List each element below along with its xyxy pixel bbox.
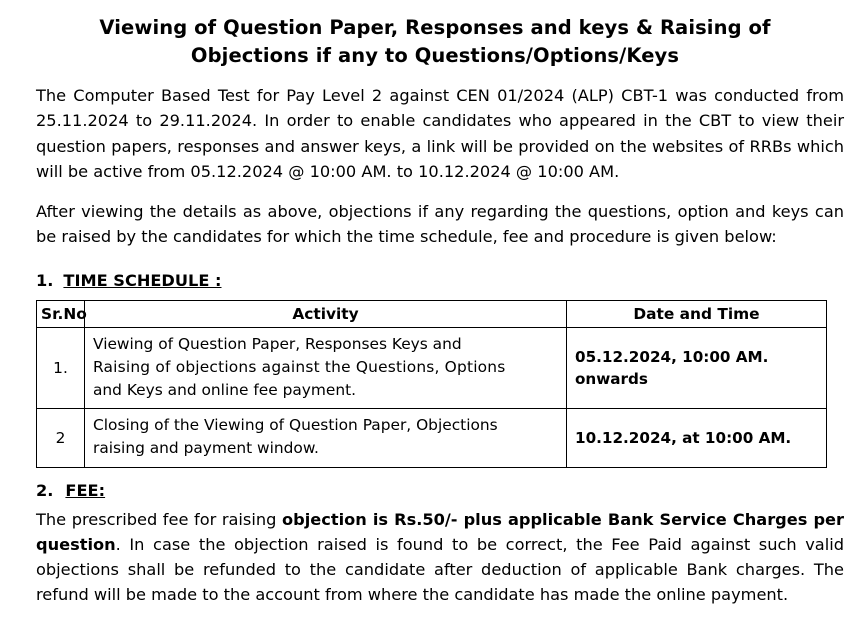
- fee-text-prefix: The prescribed fee for raising: [36, 509, 282, 529]
- cell-srno: 2: [37, 409, 85, 467]
- cell-date-time: 05.12.2024, 10:00 AM. onwards: [567, 328, 827, 409]
- cell-date-time: 10.12.2024, at 10:00 AM.: [567, 409, 827, 467]
- section-heading-time-schedule: [36, 271, 852, 290]
- activity-line: Closing of the Viewing of Question Paper, Objections: [93, 416, 498, 435]
- column-header-srno: Sr.No: [37, 301, 85, 328]
- section-heading-fee: [36, 481, 852, 500]
- activity-line: and Keys and online fee payment.: [93, 381, 357, 400]
- page-title: [36, 14, 834, 69]
- table-row: [37, 409, 827, 467]
- activity-line: Raising of objections against the Questions, Options: [93, 358, 506, 377]
- section-label: FEE:: [65, 480, 106, 500]
- column-header-activity: Activity: [85, 301, 567, 328]
- page-title-line-1: Viewing of Question Paper, Responses and keys & Raising of: [99, 16, 771, 39]
- fee-text-suffix: . In case the objection raised is found to be correct, the Fee Paid against such valid objections shall be refunded to the candidate after deduction of applicable Bank charges. The refund will be made to the account from where the candidate has made the online payment.: [36, 534, 844, 604]
- cell-activity: [85, 409, 567, 467]
- activity-line: Viewing of Question Paper, Responses Keys and: [93, 335, 462, 354]
- page-title-line-2: Objections if any to Questions/Options/Keys: [190, 43, 680, 67]
- table-header-row: [37, 301, 827, 328]
- fee-paragraph: [36, 507, 844, 607]
- section-number: 1.: [36, 271, 54, 291]
- fee-text-highlight: objection is Rs.50/- plus applicable Bank Service Charges per question: [36, 509, 845, 554]
- column-header-date-time: Date and Time: [567, 301, 827, 328]
- section-label: TIME SCHEDULE :: [63, 271, 222, 291]
- intro-paragraph: The Computer Based Test for Pay Level 2 against CEN 01/2024 (ALP) CBT-1 was conducted from 25.11.2024 to 29.11.2024. In order to enable candidates who appeared in the CBT to view their question papers, responses and answer keys, a link will be provided on the websites of RRBs which will be active from 05.12.2024 @ 10:00 AM. to 10.12.2024 @ 10:00 AM.: [36, 86, 844, 181]
- time-schedule-table: [36, 300, 827, 468]
- cell-activity: [85, 328, 567, 409]
- section-number: 2.: [36, 480, 54, 500]
- objections-paragraph: After viewing the details as above, objections if any regarding the questions, option and keys can be raised by the candidates for which the time schedule, fee and procedure is given below:: [36, 201, 844, 246]
- activity-line: raising and payment window.: [93, 439, 319, 458]
- cell-srno: 1.: [37, 328, 85, 409]
- table-row: [37, 328, 827, 409]
